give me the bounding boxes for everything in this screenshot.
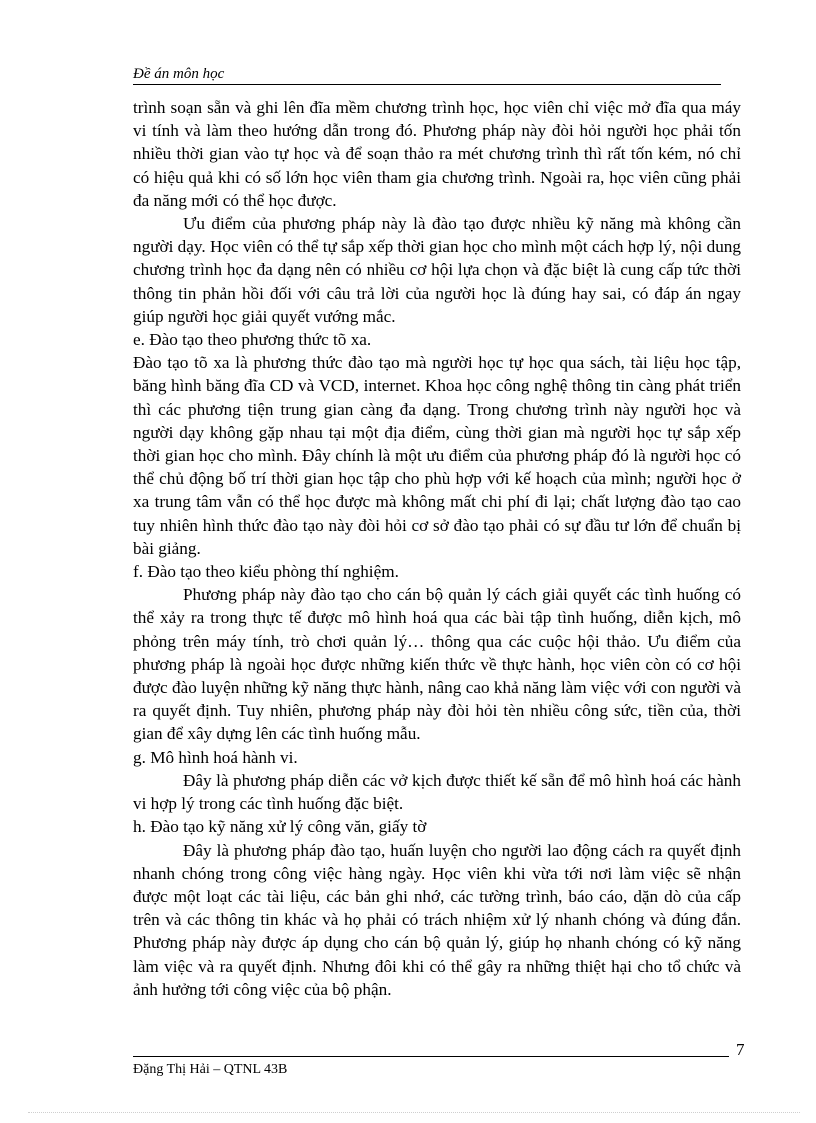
paragraph-behavior-modeling: Đây là phương pháp diễn các vở kịch được thiết kế sẵn để mô hình hoá các hành vi hợp lý trong các tình huống đặc biệt.	[133, 770, 741, 814]
section-heading-g: g. Mô hình hoá hành vi.	[133, 747, 298, 767]
page-edge-divider	[28, 1112, 800, 1113]
document-body	[133, 96, 741, 1001]
page-number: 7	[736, 1040, 745, 1059]
paragraph-advantages: Ưu điểm của phương pháp này là đào tạo được nhiều kỹ năng mà không cần người dạy. Học viên có thể tự sắp xếp thời gian học cho mình một cách hợp lý, nội dung chương trình học đa dạng nên có nhiều cơ hội lựa chọn và đặc biệt là cung cấp tức thời thông tin phản hồi đối với câu trả lời của người học là đúng hay sai, có đáp án ngay giúp người học giải quyết vướng mắc.	[133, 214, 741, 326]
section-heading-f: f. Đào tạo theo kiểu phòng thí nghiệm.	[133, 562, 399, 582]
section-heading-e: e. Đào tạo theo phương thức tõ xa.	[133, 330, 372, 350]
paragraph-paperwork-skills: Đây là phương pháp đào tạo, huấn luyện cho người lao động cách ra quyết định nhanh chóng trong công việc hàng ngày. Học viên khi vừa tới nơi làm việc sẽ nhận được một loạt các tài liệu, các bản ghi nhớ, các tường trình, báo cáo, dặn dò của cấp trên và các thông tin khác và họ phải có trách nhiệm xử lý nhanh chóng và đúng đắn. Phương pháp này được áp dụng cho cán bộ quản lý, giúp họ nhanh chóng có kỹ năng làm việc và ra quyết định. Nhưng đôi khi có thể gây ra những thiệt hại cho tổ chức và ảnh hưởng tới công việc của bộ phận.	[133, 840, 741, 999]
page-header: Đề án môn học	[133, 66, 721, 85]
footer-divider	[133, 1056, 729, 1057]
footer-author: Đặng Thị Hải – QTNL 43B	[133, 1062, 288, 1077]
section-heading-h: h. Đào tạo kỹ năng xử lý công văn, giấy tờ	[133, 817, 427, 837]
paragraph-continuation: trình soạn sẵn và ghi lên đĩa mềm chương trình học, học viên chỉ việc mở đĩa qua máy vi tính và làm theo hướng dẫn trong đó. Phương pháp này đòi hỏi người học phải tốn nhiều thời gian vào tự học và để soạn thảo ra mét chương trình thì rất tốn kém, nó chỉ có hiệu quả khi có số lớn học viên tham gia chương trình. Ngoài ra, học viên cũng phải đa năng mới có thể học được.	[133, 98, 741, 210]
paragraph-laboratory: Phương pháp này đào tạo cho cán bộ quản lý cách giải quyết các tình huống có thể xảy ra trong thực tế được mô hình hoá qua các bài tập tình huống, diễn kịch, mô phỏng trên máy tính, trò chơi quản lý… thông qua các cuộc hội thảo. Ưu điểm của phương pháp là ngoài học được những kiến thức về thực hành, học viên còn có cơ hội được đào luyện những kỹ năng thực hành, nâng cao khả năng làm việc với con người và ra quyết định. Tuy nhiên, phương pháp này đòi hỏi tèn nhiều công sức, tiền của, thời gian để xây dựng lên các tình huống mẫu.	[133, 585, 741, 744]
paragraph-distance-learning: Đào tạo tõ xa là phương thức đào tạo mà người học tự học qua sách, tài liệu học tập, băng hình băng đĩa CD và VCD, internet. Khoa học công nghệ thông tin càng phát triển thì các phương tiện trung gian càng đa dạng. Trong chương trình này người học và người dạy không gặp nhau tại một địa điểm, cùng thời gian mà người học tự sắp xếp thời gian học cho mình. Đây chính là một ưu điểm của phương pháp đó là người học có thể chủ động bố trí thời gian học tập cho phù hợp với kế hoạch của mình; người học ở xa trung tâm vẫn có thể học được mà không mất chi phí đi lại; chất lượng đào tạo cao tuy nhiên hình thức đào tạo này đòi hỏi cơ sở đào tạo phải có sự đầu tư lớn để chuẩn bị bài giảng.	[133, 353, 741, 558]
